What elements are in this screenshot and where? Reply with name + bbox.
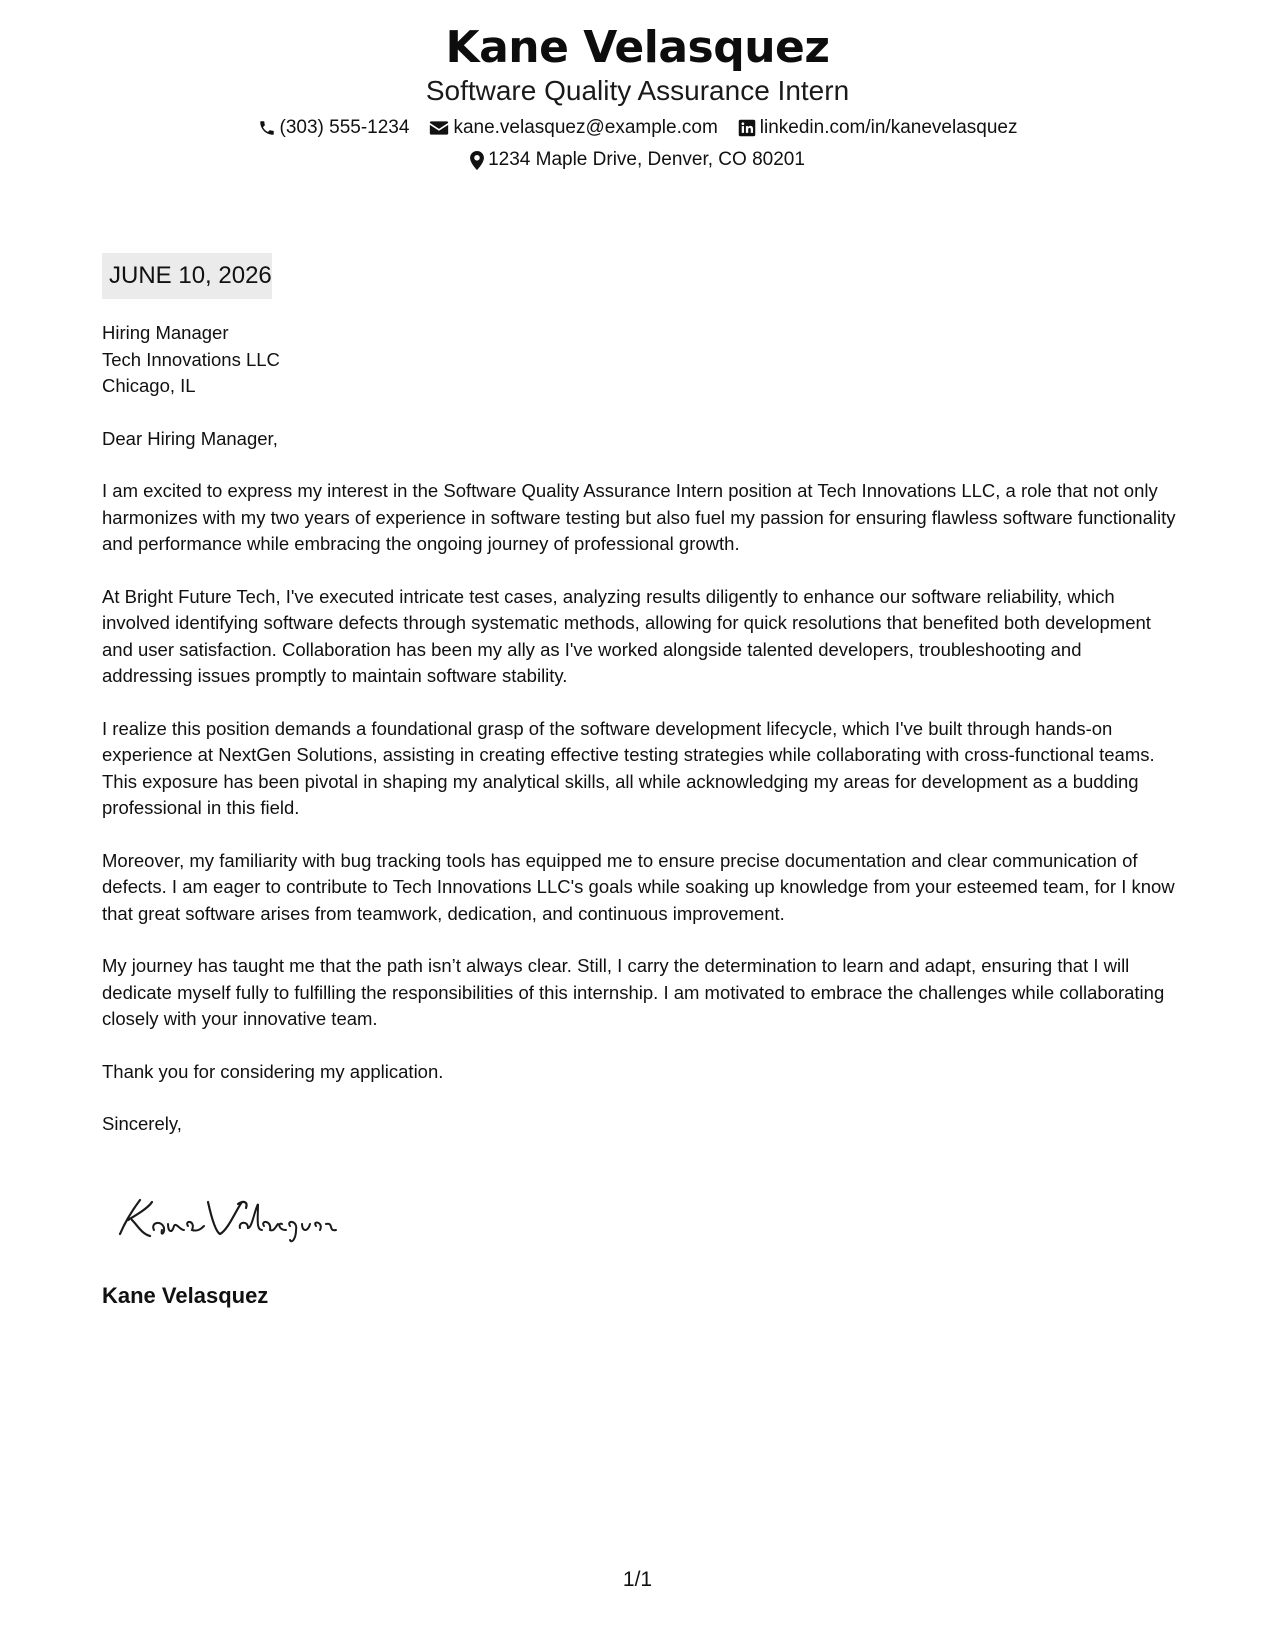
phone-text: (303) 555-1234 bbox=[279, 117, 410, 138]
recipient-company: Tech Innovations LLC bbox=[102, 348, 280, 370]
envelope-icon bbox=[429, 120, 449, 136]
linkedin-text[interactable]: linkedin.com/in/kanevelasquez bbox=[759, 117, 1018, 138]
paragraph-1: I am excited to express my interest in the Software Quality Assurance Intern position at Tech Innovations LLC, a role that not only harmonizes with my two years of experience in software testing but also fuel my passion for ensuring flawless software functionality and performance while embracing the ongoing journey of professional growth. bbox=[102, 480, 1176, 554]
signer-name: Kane Velasquez bbox=[102, 1283, 269, 1308]
letter-header bbox=[0, 22, 1275, 172]
applicant-name: Kane Velasquez bbox=[445, 22, 830, 73]
email-text[interactable]: kane.velasquez@example.com bbox=[453, 117, 718, 138]
closing: Sincerely, bbox=[102, 1113, 182, 1134]
contact-row bbox=[0, 116, 1275, 140]
applicant-role: Software Quality Assurance Intern bbox=[425, 75, 850, 106]
contact-email[interactable] bbox=[429, 116, 717, 140]
recipient-location: Chicago, IL bbox=[102, 375, 196, 396]
contact-address bbox=[470, 148, 805, 172]
linkedin-icon bbox=[738, 119, 756, 137]
address-text: 1234 Maple Drive, Denver, CO 80201 bbox=[488, 149, 805, 170]
contact-linkedin[interactable] bbox=[738, 116, 1018, 140]
paragraph-thanks: Thank you for considering my application. bbox=[102, 1060, 444, 1082]
contact-phone bbox=[258, 116, 410, 140]
phone-icon bbox=[258, 119, 276, 137]
salutation: Dear Hiring Manager, bbox=[102, 427, 278, 449]
letter-body bbox=[102, 320, 1177, 1164]
signature-image bbox=[112, 1190, 352, 1250]
address-row bbox=[0, 148, 1275, 172]
paragraph-2: At Bright Future Tech, I've executed intricate test cases, analyzing results diligently to enhance our software reliability, which involved identifying software defects through systematic methods, allowing for quick resolutions that benefited both development and user satisfaction. Collaboration has been my ally as I've worked alongside talented developers, troubleshooting and addressing issues promptly to maintain software stability. bbox=[102, 585, 1151, 686]
letter-date: JUNE 10, 2026 bbox=[102, 253, 272, 299]
paragraph-4: Moreover, my familiarity with bug tracking tools has equipped me to ensure precise documentation and clear communication of defects. I am eager to contribute to Tech Innovations LLC's goals while soaking up knowledge from your esteemed team, for I know that great software arises from teamwork, dedication, and continuous improvement. bbox=[102, 849, 1175, 924]
page-number: 1/1 bbox=[622, 1568, 653, 1591]
paragraph-5: My journey has taught me that the path isn’t always clear. Still, I carry the determination to learn and adapt, ensuring that I will dedicate myself fully to fulfilling the responsibilities of this internship. I am motivated to embrace the challenges while collaborating closely with your innovative team. bbox=[102, 955, 1165, 1029]
map-pin-icon bbox=[470, 151, 484, 170]
paragraph-3: I realize this position demands a foundational grasp of the software development lifecycle, which I've built through hands-on experience at NextGen Solutions, assisting in creating effective testing strategies while collaborating with cross-functional teams. This exposure has been pivotal in shaping my analytical skills, all while acknowledging my areas for development as a budding professional in this field. bbox=[102, 717, 1155, 818]
recipient-block bbox=[102, 320, 1177, 400]
recipient-title: Hiring Manager bbox=[102, 322, 229, 343]
